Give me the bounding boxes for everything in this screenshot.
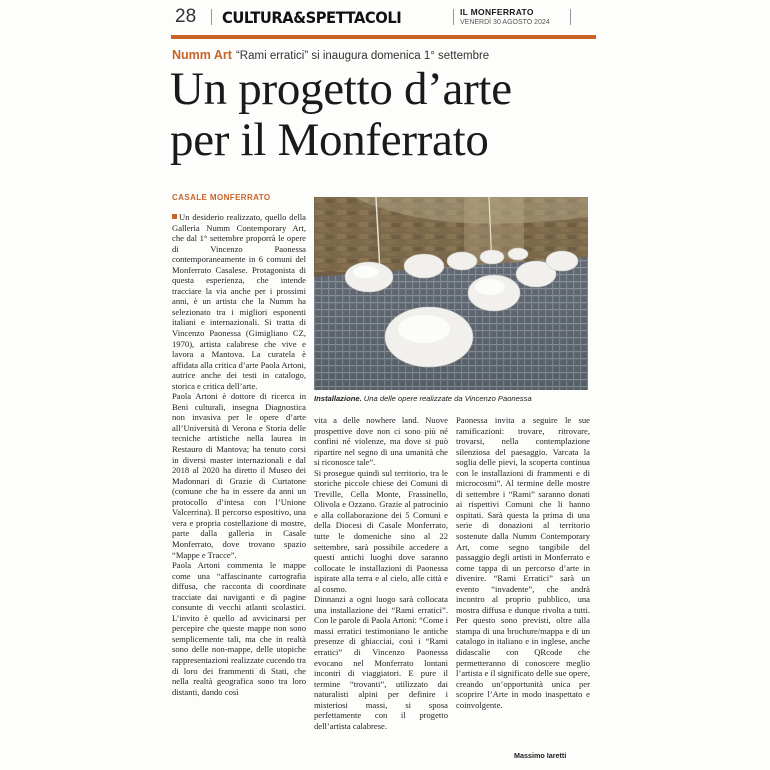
paragraph: Paola Artoni commenta le mappe come una “affascinante cartografia diffusa, che racconta di coordinate tracciate dai naviganti e di pagine consunte di vecchi atlanti scolastici. L’invito è quello ad avvicinarsi per percepire che queste mappe non sono semplicemente tali, ma che in realtà sono delle non-mappe, delle utopiche rappresentazioni realizzate cucendo tra di loro dei frammenti di Stati, che nella realtà geografica sono tra loro distanti, dando così [172,560,306,697]
paragraph: Si prosegue quindi sul territorio, tra le storiche piccole chiese dei Comuni di Treville, Cella Monte, Frassinello, Olivola e Ozzano. Grazie al patrocinio e alla collaborazione dei 5 Comuni e della Diocesi di Casale Monferrato, tutte le domeniche sino al 22 settembre, sarà possibile accedere a questi antichi luoghi dove saranno collocate le installazioni di Paonessa ispirate alla terra e al cielo, alle città e al cosmo. [314,467,448,594]
kicker [172,48,602,62]
paragraph [172,212,306,391]
paragraph: Dinnanzi a ogni luogo sarà collocata una installazione dei “Rami erratici”. Con le parole di Paola Artoni: “Come i massi erratici testimoniano le antiche presenze di ghiacciai, così i “Rami erratici” di Vincenzo Paonessa evocano nel Monferrato lontani incontri di viaggiatori. E pure il termine “trovanti”, utilizzato dai naturalisti alpini per definire i misteriosi massi, si sposa perfettamente con il progetto dell’artista calabrese. [314,594,448,731]
article-column-3 [456,415,590,710]
photo-image [314,197,588,390]
page-header [175,6,595,28]
caption-label: Installazione. [314,394,362,403]
caption-text: Una delle opere realizzate da Vincenzo Paonessa [361,394,532,403]
bullet-square-icon [172,214,177,219]
header-divider [570,9,571,25]
header-divider [453,9,454,25]
article-column-1 [172,212,306,697]
photo-caption [314,394,594,403]
header-rule [171,35,596,39]
page-number: 28 [175,6,197,27]
paragraph-text: Un desiderio realizzato, quello della Galleria Numm Contemporary Art, che dal 1° settembre proporrà le opere di Vincenzo Paonessa contemporaneamente in 6 comuni del Monferrato Casalese. Protagonista di questa esperienza, che intende tracciare la via anche per i prossimi anni, è un artista che la Numm ha selezionato tra i migliori esponenti italiani e internazionali. Si tratta di Vincenzo Paonessa (Gimigliano CZ, 1970), artista calabrese che vive e lavora a Mantova. La curatela è affidata alla critica d’arte Paola Artoni, autrice anche dei testi in catalogo, storica e critica dell’arte. [172,212,306,391]
article-column-2 [314,415,448,731]
header-divider [211,9,212,25]
paragraph: Paola Artoni è dottore di ricerca in Beni culturali, insegna Diagnostica non invasiva per le opere d’arte all’Università di Verona e Storia delle tecniche artistiche nella laurea in Restauro di Mantova; ha tenuto corsi in diversi master internazionali e dal 2018 al 2020 ha diretto il Museo dei Madonnari di Grazie di Curtatone (comune che ha in essere da anni un protocollo d’intesa con l’Unione Valcerrina). Il percorso espositivo, una vera e propria costellazione di mostre, parte dalla galleria in Casale Monferrato, dove trovano spazio “Mappe e Tracce”. [172,391,306,560]
dateline-location: CASALE MONFERRATO [172,193,271,202]
paragraph: Paonessa invita a seguire le sue ramificazioni: trovare, ritrovare, trovarsi, nella contemplazione silenziosa del paesaggio. Varcata la soglia delle pievi, la scoperta continua con le installazioni di frammenti e di microcosmi”. Al termine delle mostre di settembre i “Rami” saranno donati ai rispettivi Comuni che li hanno ospitati. Sarà questa la prima di una serie di donazioni al territorio sostenute dalla Numm Contemporary Art, come segno tangibile del passaggio degli artisti in Monferrato e come tappa di un percorso d’arte in divenire. “Rami Erratici” sarà un evento “invadente”, che andrà incontro al proprio pubblico, una mostra diffusa e dunque rivolta a tutti. Per questo sono previsti, oltre alla stampa di una brochure/mappa e di un catalogo in italiano e in inglese, anche didascalie con QRcode che permetteranno di conoscere meglio l’artista e il significato delle sue opere, creando un’opportunità unica per scoprire l’Arte in modo inaspettato e coinvolgente. [456,415,590,710]
paragraph: vita a delle nowhere land. Nuove prospettive dove non ci sono più né confini né violenze, ma dove si può ripartire nel segno di una umanità che si riconosce tale”. [314,415,448,468]
article-title [170,64,610,166]
kicker-brand: Numm Art [172,48,232,62]
author-byline: Massimo Iaretti [514,751,567,760]
paper-name: IL MONFERRATO [460,7,534,18]
issue-date: VENERDÌ 30 AGOSTO 2024 [460,18,550,26]
section-name: CULTURA&SPETTACOLI [222,7,402,27]
title-line-2: per il Monferrato [170,114,489,166]
installation-photo [314,197,588,390]
masthead [460,8,550,26]
title-line-1: Un progetto d’arte [170,63,512,115]
kicker-text: “Rami erratici” si inaugura domenica 1° settembre [235,50,490,62]
